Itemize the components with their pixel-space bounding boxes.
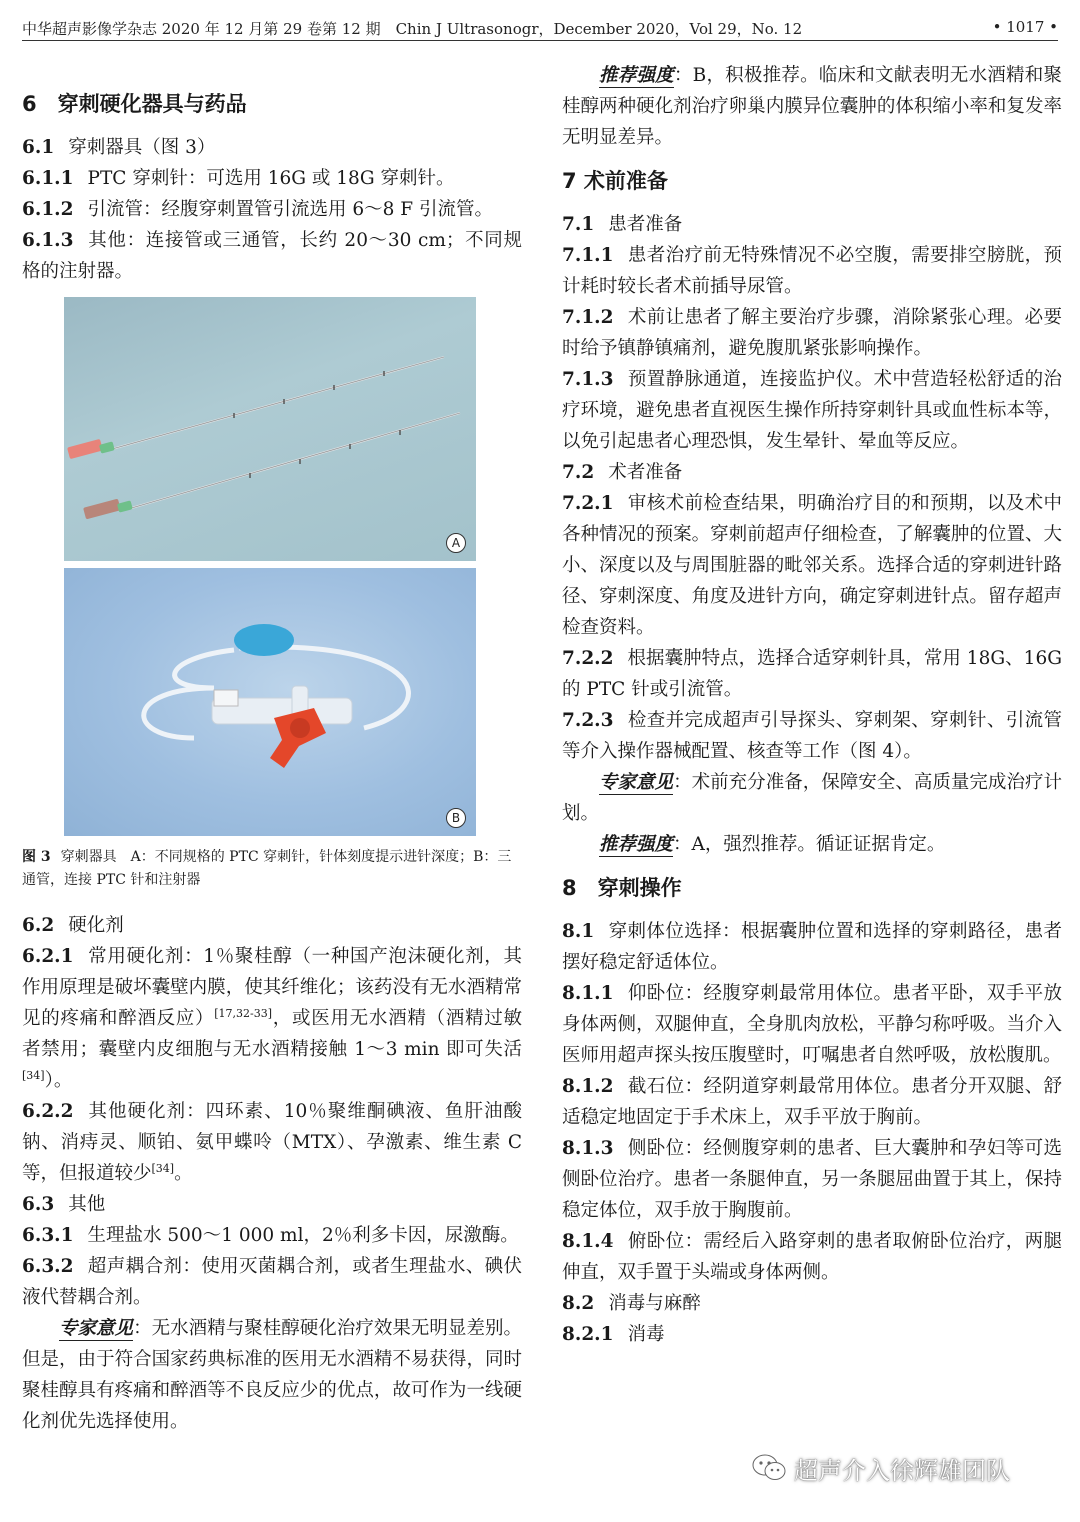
para-7-2: 7.2 术者准备 <box>562 462 683 483</box>
section-7-title: 7 术前准备 <box>562 169 668 193</box>
three-way-stopcock-illustration <box>64 568 476 836</box>
para-6-2: 6.2 硬化剂 <box>22 915 124 936</box>
figure-panel-a-needles <box>64 297 476 561</box>
para-6-1-2: 6.1.2 引流管：经腹穿刺置管引流选用 6～8 F 引流管。 <box>22 199 494 220</box>
recommendation-7: 推荐强度：A，强烈推荐。循证证据肯定。 <box>599 834 946 855</box>
para-8-1-1: 8.1.1 仰卧位：经腹穿刺最常用体位。患者平卧，双手平放身体两侧，双腿伸直，全身肌肉放松，平静匀称呼吸。当介入医师用超声探头按压腹壁时，叮嘱患者自然呼吸，放松腹肌。 <box>562 983 1062 1066</box>
para-8-1-4: 8.1.4 俯卧位：需经后入路穿刺的患者取俯卧位治疗，两腿伸直，双手置于头端或身体两侧。 <box>562 1231 1062 1283</box>
para-6-3-1: 6.3.1 生理盐水 500～1 000 ml，2％利多卡因，尿激酶。 <box>22 1225 519 1246</box>
citation-ref: [17,32-33] <box>214 1006 273 1020</box>
para-7-2-1: 7.2.1 审核术前检查结果，明确治疗目的和预期，以及术中各种情况的预案。穿刺前超声仔细检查，了解囊肿的位置、大小、深度以及与周围脏器的毗邻关系。选择合适的穿刺进针路径、穿刺深度、角度及进针方向，确定穿刺进针点。留存超声检查资料。 <box>562 493 1062 638</box>
para-6-3-2: 6.3.2 超声耦合剂：使用灭菌耦合剂，或者生理盐水、碘伏液代替耦合剂。 <box>22 1256 522 1308</box>
citation-ref: [34] <box>22 1068 45 1082</box>
watermark-text: 超声介入徐辉雄团队 <box>794 1456 1010 1485</box>
para-7-2-3: 7.2.3 检查并完成超声引导探头、穿刺架、穿刺针、引流管等介入操作器械配置、核查等工作（图 4）。 <box>562 710 1062 762</box>
figure-3-caption: 图 3 穿刺器具 A：不同规格的 PTC 穿刺针，针体刻度提示进针深度；B：三通管，连接 PTC 针和注射器 <box>22 849 512 888</box>
para-7-1: 7.1 患者准备 <box>562 214 683 235</box>
citation-ref: [34] <box>151 1161 175 1175</box>
para-8-1-2: 8.1.2 截石位：经阴道穿刺最常用体位。患者分开双腿、舒适稳定地固定于手术床上，双手平放于胸前。 <box>562 1076 1062 1128</box>
right-column <box>562 52 1062 1350</box>
panel-a-tag: A <box>446 533 466 553</box>
para-7-2-2: 7.2.2 根据囊肿特点，选择合适穿刺针具，常用 18G、16G 的 PTC 针或引流管。 <box>562 648 1062 700</box>
expert-opinion-6: 专家意见：无水酒精与聚桂醇硬化治疗效果无明显差别。但是，由于符合国家药典标准的医用无水酒精不易获得，同时聚桂醇具有疼痛和醉酒等不良反应少的优点，故可作为一线硬化剂优先选择使用。 <box>22 1318 522 1432</box>
page-number: • 1017 • <box>992 18 1058 36</box>
para-8-2-1: 8.2.1 消毒 <box>562 1324 665 1345</box>
para-7-1-2: 7.1.2 术前让患者了解主要治疗步骤，消除紧张心理。必要时给予镇静镇痛剂，避免腹肌紧张影响操作。 <box>562 307 1062 359</box>
para-6-1-1: 6.1.1 PTC 穿刺针：可选用 16G 或 18G 穿刺针。 <box>22 168 455 189</box>
para-8-1-3: 8.1.3 侧卧位：经侧腹穿刺的患者、巨大囊肿和孕妇等可选侧卧位治疗。患者一条腿伸直，另一条腿屈曲置于其上，保持稳定体位，双手放于胸腹前。 <box>562 1138 1062 1221</box>
wechat-icon <box>752 1453 786 1483</box>
section-6-title: 6 穿刺硬化器具与药品 <box>22 92 247 116</box>
figure-panel-b-stopcock <box>64 568 476 836</box>
left-column <box>22 52 522 1437</box>
para-6-3: 6.3 其他 <box>22 1194 106 1215</box>
para-6-2-2: 6.2.2 其他硬化剂：四环素、10％聚维酮碘液、鱼肝油酸钠、消痔灵、顺铂、氨甲蝶呤（MTX）、孕激素、维生素 C 等，但报道较少[34]。 <box>22 1101 522 1184</box>
para-6-2-1: 6.2.1 常用硬化剂：1％聚桂醇（一种国产泡沫硬化剂，其作用原理是破坏囊壁内膜，使其纤维化；该药没有无水酒精常见的疼痛和醉酒反应）[17,32-33]，或医用无水酒精（酒精过敏者禁用；囊壁内皮细胞与无水酒精接触 1～3 min 即可失活[34]）。 <box>22 946 522 1091</box>
running-header <box>22 14 1058 41</box>
wechat-watermark <box>752 1446 1010 1490</box>
para-7-1-1: 7.1.1 患者治疗前无特殊情况不必空腹，需要排空膀胱，预计耗时较长者术前插导尿管。 <box>562 245 1062 297</box>
expert-opinion-7: 专家意见：术前充分准备，保障安全、高质量完成治疗计划。 <box>562 772 1062 824</box>
section-8-title: 8 穿刺操作 <box>562 876 682 900</box>
para-7-1-3: 7.1.3 预置静脉通道，连接监护仪。术中营造轻松舒适的治疗环境，避免患者直视医生操作所持穿刺针具或血性标本等，以免引起患者心理恐惧，发生晕针、晕血等反应。 <box>562 369 1062 452</box>
recommendation-6: 推荐强度：B，积极推荐。临床和文献表明无水酒精和聚桂醇两种硬化剂治疗卵巢内膜异位囊肿的体积缩小率和复发率无明显差异。 <box>562 65 1062 148</box>
para-6-1-3: 6.1.3 其他：连接管或三通管，长约 20～30 cm；不同规格的注射器。 <box>22 230 522 282</box>
journal-citation: 中华超声影像学杂志 2020 年 12 月第 29 卷第 12 期 Chin J Ultrasonogr，December 2020，Vol 29，No. 12 <box>22 20 803 38</box>
ptc-needles-illustration <box>64 297 476 561</box>
para-8-2: 8.2 消毒与麻醉 <box>562 1293 701 1314</box>
figure-3 <box>64 297 476 836</box>
para-6-1: 6.1 穿刺器具（图 3） <box>22 137 216 158</box>
para-8-1: 8.1 穿刺体位选择：根据囊肿位置和选择的穿刺路径，患者摆好稳定舒适体位。 <box>562 921 1062 973</box>
panel-b-tag: B <box>446 808 466 828</box>
